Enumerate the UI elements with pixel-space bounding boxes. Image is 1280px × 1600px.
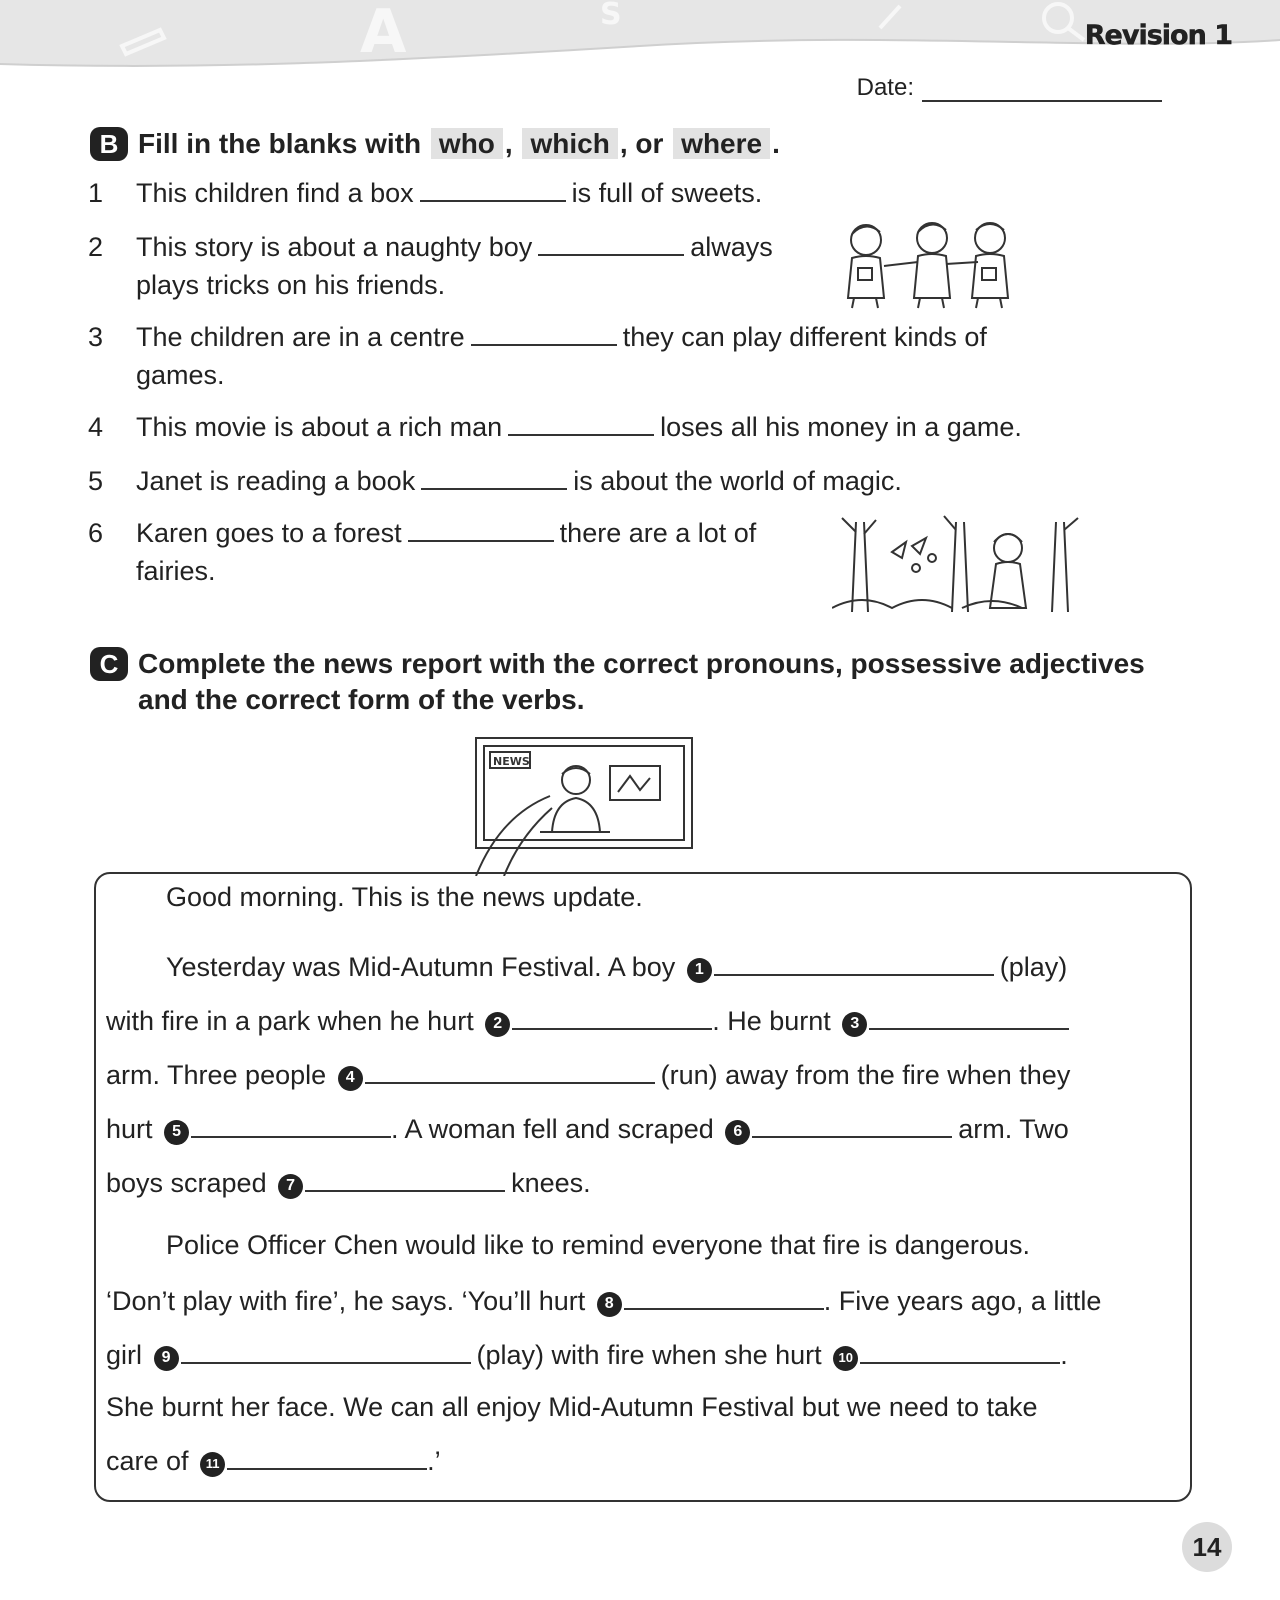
svg-text:A: A [360, 0, 407, 67]
news-line-4: arm. Three people 4 (run) away from the fire when they [106, 1056, 1070, 1094]
section-b-heading [90, 126, 780, 162]
news-blank-9[interactable] [181, 1336, 471, 1364]
answer-blank-2[interactable] [538, 228, 684, 256]
news-blank-6[interactable] [752, 1110, 952, 1138]
answer-blank-4[interactable] [508, 408, 654, 436]
tv-news-label: NEWS [493, 755, 530, 768]
news-line-8: ‘Don’t play with fire’, he says. ‘You’ll hurt 8 . Five years ago, a little [106, 1282, 1101, 1320]
news-line-9: girl 9 (play) with fire when she hurt 10 . [106, 1336, 1068, 1374]
section-b-letter: B [90, 127, 128, 161]
section-c-instruction: Complete the news report with the correct pronouns, possessive adjectives and the correct form of the verbs. [138, 648, 1145, 715]
news-line-7: Police Officer Chen would like to remind everyone that fire is dangerous. [166, 1230, 1030, 1260]
blank-number-3: 3 [842, 1012, 867, 1037]
answer-blank-1[interactable] [420, 174, 566, 202]
blank-number-10: 10 [833, 1346, 858, 1371]
news-blank-10[interactable] [860, 1336, 1060, 1364]
section-c-heading [90, 646, 1145, 718]
date-row [857, 74, 1162, 102]
news-line-3: with fire in a park when he hurt 2 . He burnt 3 [106, 1002, 1075, 1040]
section-b-instruction: Fill in the blanks with who , which , or where . [138, 128, 780, 159]
news-blank-4[interactable] [365, 1056, 655, 1084]
blank-number-8: 8 [597, 1292, 622, 1317]
revision-badge: Revision 1 [1084, 20, 1232, 51]
option-where: where [673, 128, 770, 159]
news-blank-2[interactable] [512, 1002, 712, 1030]
blank-number-7: 7 [278, 1174, 303, 1199]
blank-number-9: 9 [154, 1346, 179, 1371]
news-blank-11[interactable] [227, 1442, 427, 1470]
news-blank-5[interactable] [191, 1110, 391, 1138]
option-which: which [522, 128, 617, 159]
page-number: 14 [1182, 1522, 1232, 1572]
answer-blank-5[interactable] [421, 462, 567, 490]
date-label: Date: [856, 74, 914, 101]
date-field[interactable] [922, 78, 1162, 102]
news-line-2: Yesterday was Mid-Autumn Festival. A boy 1 (play) [166, 948, 1067, 986]
answer-blank-3[interactable] [471, 318, 617, 346]
blank-number-6: 6 [725, 1120, 750, 1145]
boys-illustration [838, 218, 1024, 315]
answer-blank-6[interactable] [408, 514, 554, 542]
forest-illustration [832, 512, 1092, 623]
news-blank-8[interactable] [624, 1282, 824, 1310]
blank-number-11: 11 [200, 1452, 225, 1477]
blank-number-4: 4 [338, 1066, 363, 1091]
blank-number-2: 2 [485, 1012, 510, 1037]
news-line-11: care of 11 .’ [106, 1442, 441, 1480]
news-line-10: She burnt her face. We can all enjoy Mid-Autumn Festival but we need to take [106, 1392, 1038, 1422]
blank-number-5: 5 [164, 1120, 189, 1145]
news-blank-3[interactable] [869, 1002, 1069, 1030]
svg-text:S: S [600, 0, 622, 32]
blank-number-1: 1 [687, 958, 712, 983]
news-tv-illustration [440, 736, 700, 881]
news-blank-7[interactable] [305, 1164, 505, 1192]
news-line-5: hurt 5 . A woman fell and scraped 6 arm. Two [106, 1110, 1069, 1148]
section-c-letter: C [90, 647, 128, 681]
news-line-1: Good morning. This is the news update. [166, 882, 643, 912]
news-blank-1[interactable] [714, 948, 994, 976]
option-who: who [431, 128, 503, 159]
news-line-6: boys scraped 7 knees. [106, 1164, 591, 1202]
